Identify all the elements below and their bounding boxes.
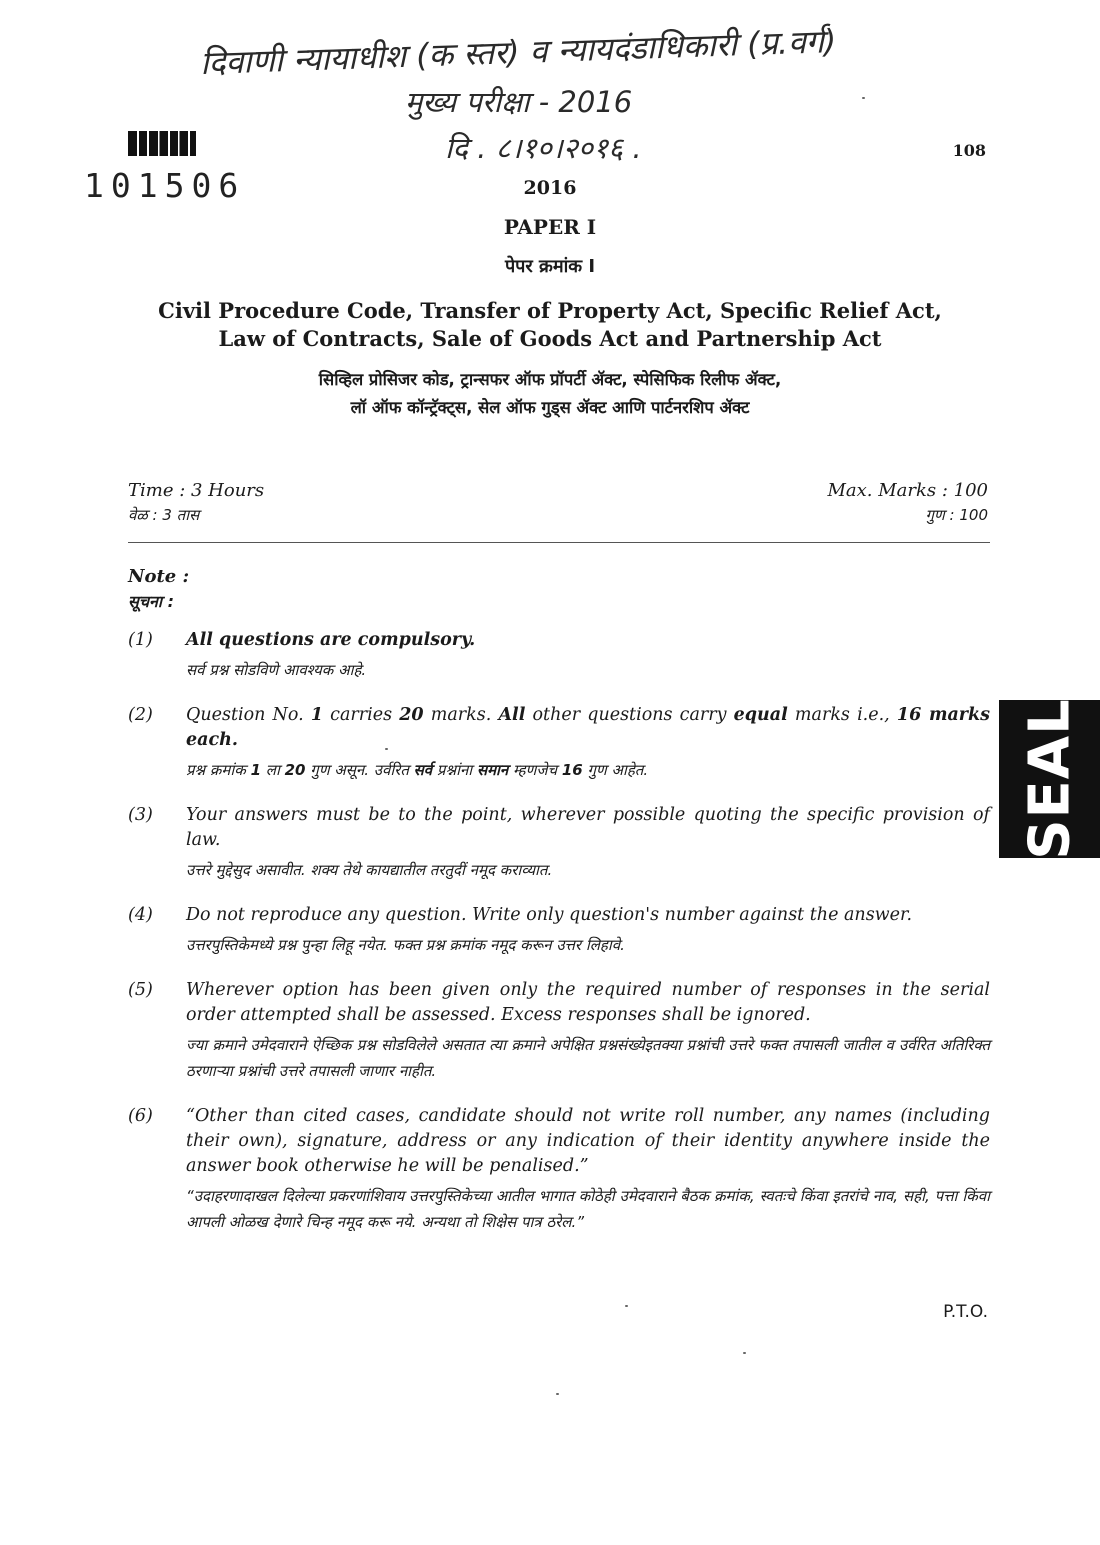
marks-english: Max. Marks : 100: [827, 480, 988, 501]
notes-heading-marathi: सूचना :: [128, 592, 174, 611]
note-text-english: [186, 803, 990, 853]
note-text-segment: प्रश्न क्रमांक: [186, 761, 251, 779]
subject-title: [0, 297, 1100, 353]
note-text-segment: marks i.e.,: [787, 705, 897, 725]
time-info: [128, 478, 264, 528]
note-text-segment: 16 marks each.: [186, 705, 990, 750]
note-text-english: [186, 978, 990, 1028]
note-text-segment: 1: [310, 705, 324, 725]
note-text-marathi: [186, 1032, 990, 1084]
serial-number: 101506: [84, 166, 246, 205]
note-text-segment: Question No.: [186, 705, 311, 725]
marks-marathi: गुण : 100: [925, 506, 988, 524]
seal-tab: [999, 700, 1100, 858]
subject-mr-line-1: सिव्हिल प्रोसिजर कोड, ट्रान्सफर ऑफ प्रॉपर्टी ॲक्ट, स्पेसिफिक रिलीफ ॲक्ट,: [318, 370, 782, 389]
note-text-marathi: [186, 657, 990, 683]
note-text-segment: marks.: [423, 705, 499, 725]
note-text-segment: गुण आहेत.: [582, 761, 649, 779]
note-text-segment: ज्या क्रमाने उमेदवाराने ऐच्छिक प्रश्न सोडविलेले असतात त्या क्रमाने अपेक्षित प्रश्नसंख्येइतक्या प्रश्नांची उत्तरे फक्त तपासली जातील व उर्वरित अतिरिक्त ठरणाऱ्या प्रश्नांची उत्तरे तपासली जाणार नाहीत.: [186, 1036, 990, 1080]
notes-heading-english: Note :: [128, 566, 190, 587]
marks-info: [827, 478, 988, 528]
note-number: (3): [128, 805, 153, 825]
note-number: (4): [128, 905, 153, 925]
note-text-segment: carries: [323, 705, 400, 725]
note-text-segment: ला: [261, 761, 285, 779]
note-number: (1): [128, 630, 153, 650]
note-item: [128, 803, 990, 883]
note-text-segment: प्रश्नांना: [432, 761, 477, 779]
note-text-segment: समान: [476, 761, 509, 779]
note-item: [128, 978, 990, 1084]
page-turn-over-label: P.T.O.: [943, 1302, 988, 1322]
scan-speck: [743, 1352, 746, 1354]
scan-speck: [556, 1393, 559, 1395]
note-text-segment: सर्व प्रश्न सोडविणे आवश्यक आहे.: [186, 661, 367, 679]
note-text-segment: उत्तरपुस्तिकेमध्ये प्रश्न पुन्हा लिहू नयेत. फक्त प्रश्न क्रमांक नमूद करून उत्तर लिहावे.: [186, 936, 625, 954]
note-item: [128, 703, 990, 783]
notes-list: [128, 628, 990, 1255]
subject-title-marathi: [0, 366, 1100, 422]
note-number: (5): [128, 980, 153, 1000]
note-text-marathi: [186, 757, 990, 783]
note-item: [128, 628, 990, 683]
seal-label: SEAL: [1017, 698, 1082, 860]
note-text-marathi: [186, 857, 990, 883]
note-text-segment: All: [498, 705, 526, 725]
scan-speck: [385, 748, 388, 750]
notes-heading: [128, 564, 189, 614]
scan-speck: [625, 1305, 628, 1307]
note-text-segment: 20: [284, 761, 306, 779]
subject-mr-line-2: लॉ ऑफ कॉन्ट्रॅक्ट्स, सेल ऑफ गुड्स ॲक्ट आणि पार्टनरशिप ॲक्ट: [350, 398, 750, 417]
note-text-english: [186, 628, 990, 653]
note-number: (2): [128, 705, 153, 725]
note-text-segment: म्हणजेच: [508, 761, 562, 779]
note-text-segment: Wherever option has been given only the required number of responses in the serial order attempted shall be assessed. Excess responses shall be ignored.: [186, 980, 990, 1025]
time-english: Time : 3 Hours: [128, 480, 265, 501]
note-text-segment: Do not reproduce any question. Write only question's number against the answer.: [186, 905, 913, 925]
note-number: (6): [128, 1106, 153, 1126]
note-text-segment: All questions are: [186, 630, 358, 650]
note-item: [128, 1104, 990, 1235]
handwritten-line-2: मुख्य परीक्षा - 2016: [405, 85, 633, 119]
note-text-marathi: [186, 932, 990, 958]
subject-line-1: Civil Procedure Code, Transfer of Property Act, Specific Relief Act,: [158, 298, 942, 323]
note-text-segment: उत्तरे मुद्देसुद असावीत. शक्य तेथे कायद्यातील तरतुदीं नमूद कराव्यात.: [186, 861, 553, 879]
note-text-segment: 16: [561, 761, 583, 779]
exam-year: 2016: [523, 177, 577, 199]
note-text-segment: “उदाहरणादाखल दिलेल्या प्रकरणांशिवाय उत्तरपुस्तिकेच्या आतील भागात कोठेही उमेदवाराने बैठक क्रमांक, स्वतःचे किंवा इतरांचे नाव, सही, पत्ता किंवा आपली ओळख देणारे चिन्ह नमूद करू नये. अन्यथा तो शिक्षेस पात्र ठरेल.”: [186, 1187, 990, 1231]
note-text-segment: compulsory.: [357, 630, 476, 650]
note-text-english: [186, 703, 990, 753]
note-text-segment: “Other than cited cases, candidate should not write roll number, any names (including their own), signature, address or any indication of their identity anywhere inside the answer book otherwise he will be penalised.”: [186, 1106, 990, 1176]
divider-rule: [128, 542, 990, 543]
note-text-segment: 1: [250, 761, 262, 779]
note-text-segment: other questions carry: [525, 705, 734, 725]
time-marathi: वेळ : 3 तास: [128, 506, 200, 524]
note-item: [128, 903, 990, 958]
handwritten-line-3: दि . ८।१०।२०१६ .: [445, 131, 642, 165]
note-text-segment: गुण असून. उर्वरित: [305, 761, 414, 779]
note-text-segment: Your answers must be to the point, wherever possible quoting the specific provision of law.: [186, 805, 990, 850]
barcode-icon: [128, 131, 196, 156]
note-text-segment: सर्व: [413, 761, 433, 779]
handwritten-line-1: दिवाणी न्यायाधीश (क स्तर) व न्यायदंडाधिकारी (प्र.वर्ग): [199, 21, 837, 83]
paper-label-marathi: पेपर क्रमांक I: [504, 256, 596, 277]
note-text-marathi: [186, 1183, 990, 1235]
scan-speck: [862, 97, 865, 99]
note-text-english: [186, 903, 990, 928]
note-text-segment: 20: [399, 705, 424, 725]
paper-label: PAPER I: [503, 215, 597, 239]
subject-line-2: Law of Contracts, Sale of Goods Act and Partnership Act: [218, 326, 882, 351]
paper-code: 108: [952, 141, 986, 160]
note-text-segment: equal: [733, 705, 788, 725]
note-text-english: [186, 1104, 990, 1179]
